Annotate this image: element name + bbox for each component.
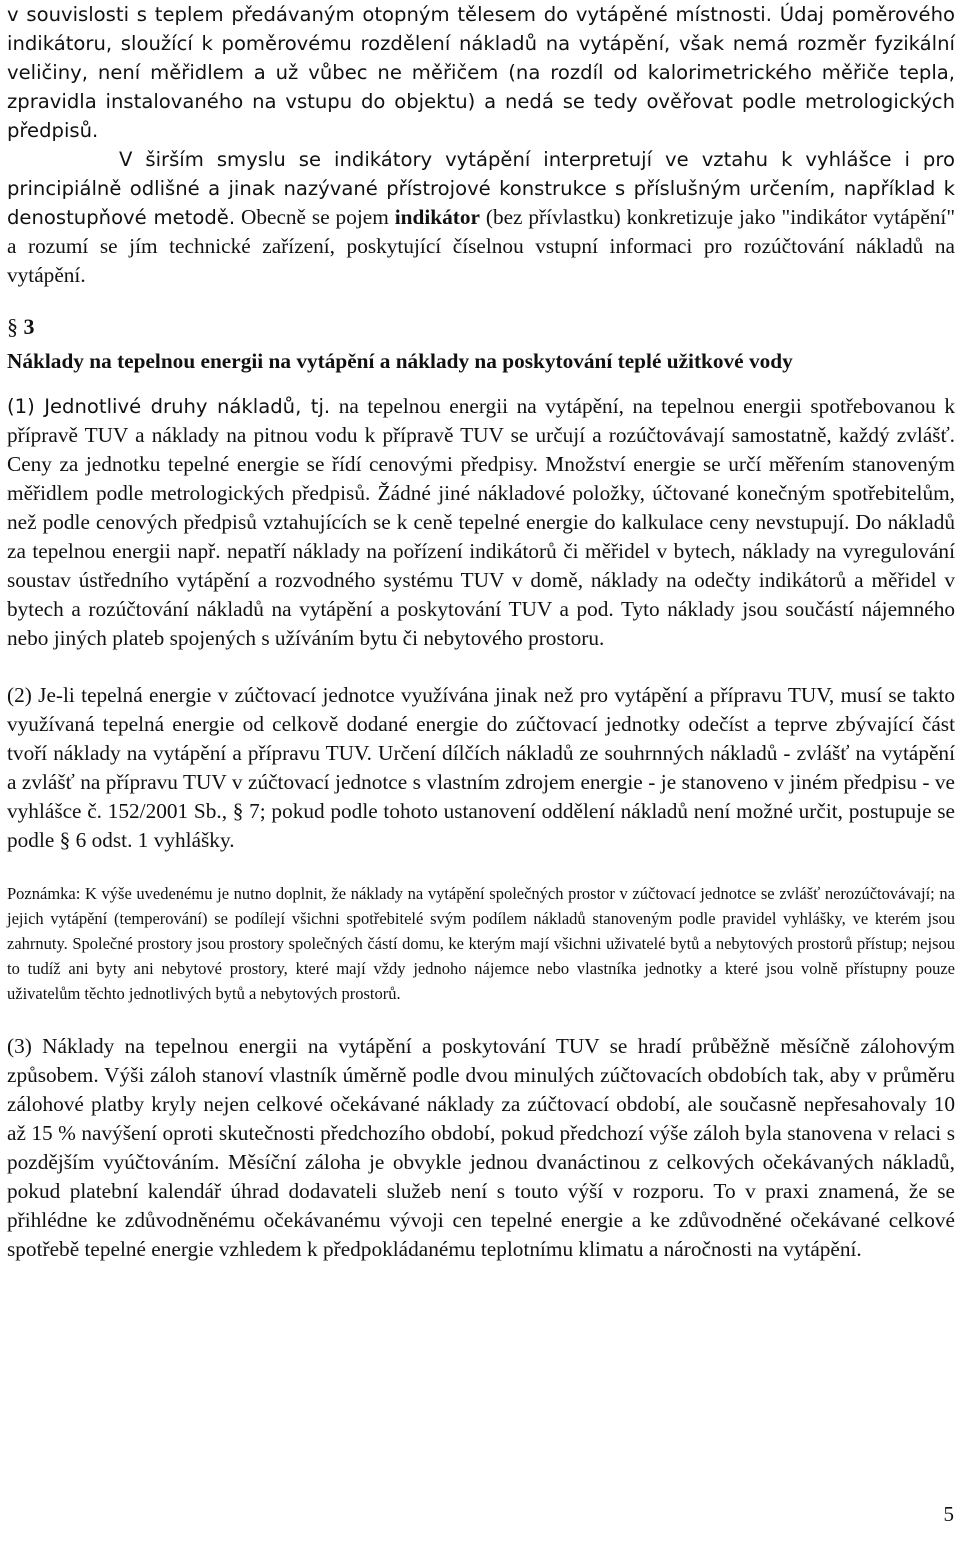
intro-paragraph-2 [7,145,955,290]
section-number [7,312,955,341]
section-symbol: § [7,314,18,339]
intro-paragraph-2-pre: Obecně se pojem [240,205,389,229]
page-number: 5 [943,1502,954,1526]
section-number-value: 3 [23,314,35,339]
intro-paragraph-2-sans: V širším smyslu se indikátory vytápění interpretují ve vztahu k vyhlášce i pro principiálně odlišné a jinak nazývané přístrojové konstrukce s příslušným určením, například k denostupňové metodě. [7,148,955,229]
note-paragraph: Poznámka: K výše uvedenému je nutno doplnit, že náklady na vytápění společných prostor v zúčtovací jednotce se zvlášť nerozúčtovávají; na jejich vytápění (temperování) se podílejí všichni spotřebitelé svým podílem nákladů stanoveným podle pravidel vyhlášky, ve kterém jsou zahrnuty. Společné prostory jsou prostory společných částí domu, ke kterým mají všichni uživatelé bytů a nebytových prostorů přístup; nejsou to tudíž ani byty ani nebytové prostory, které mají vždy jednoho nájemce nebo vlastníka jednotky a které jsou volně přístupny pouze uživatelům těchto jednotlivých bytů a nebytových prostorů. [7,884,955,1003]
document-page [7,0,955,1264]
intro-paragraph-2-post: (bez přívlastku) konkretizuje jako "indikátor vytápění" a rozumí se jím technické zařízení, poskytující číselnou vstupní informaci pro rozúčtování nákladů na vytápění. [7,205,956,287]
paragraph-1 [7,392,955,653]
section-title: Náklady na tepelnou energii na vytápění a náklady na poskytování teplé užitkové vody [7,349,793,373]
paragraph-1-lead: (1) Jednotlivé druhy nákladů, tj. [7,395,331,418]
paragraph-1-body: na tepelnou energii na vytápění, na tepelnou energii spotřebovanou k přípravě TUV a náklady na pitnou vodu k přípravě TUV se určují a rozúčtovávají samostatně, každý zvlášť. Ceny za jednotku tepelné energie se řídí cenovými předpisy. Množství energie se určí měřením stanoveným měřidlem podle metrologických předpisů. Žádné jiné nákladové položky, účtované konečným spotřebitelům, než podle cenových předpisů vztahujících se k ceně tepelné energie do kalkulace ceny nevstupují. Do nákladů za tepelnou energii např. nepatří náklady na pořízení indikátorů či měřidel v bytech, náklady na vyregulování soustav ústředního vytápění a rozvodného systému TUV v domě, náklady na odečty indikátorů a měřidel v bytech a rozúčtování nákladů na vytápění a poskytování TUV a pod. Tyto náklady jsou součástí nájemného nebo jiných plateb spojených s užíváním bytu či nebytového prostoru. [7,394,955,650]
paragraph-2: (2) Je-li tepelná energie v zúčtovací jednotce využívána jinak než pro vytápění a přípravu TUV, musí se takto využívaná tepelná energie od celkově dodané energie do zúčtovací jednotky odečíst a teprve zbývající část tvoří náklady na vytápění a přípravu TUV. Určení dílčích nákladů ze souhrnných nákladů - zvlášť na vytápění a zvlášť na přípravu TUV v zúčtovací jednotce s vlastním zdrojem energie - je stanoveno v jiném předpisu - ve vyhlášce č. 152/2001 Sb., § 7; pokud podle tohoto ustanovení oddělení nákladů není možné určit, postupuje se podle § 6 odst. 1 vyhlášky. [7,683,955,852]
paragraph-3: (3) Náklady na tepelnou energii na vytápění a poskytování TUV se hradí průběžně měsíčně zálohovým způsobem. Výši záloh stanoví vlastník úměrně podle dvou minulých zúčtovacích obdobích tak, aby v průměru zálohové platby kryly nejen celkové očekávané náklady za zúčtovací období, ale současně nepřesahovaly 10 až 15 % navýšení oproti skutečnosti předchozího období, pokud předchozí výše záloh byla stanovena v relaci s pozdějším vyúčtováním. Měsíční záloha je obvykle jednou dvanáctinou z celkových očekávaných nákladů, pokud platební kalendář úhrad dodavateli služeb není s touto výší v rozporu. To v praxi znamená, že se přihlédne ke zdůvodněnému očekávanému vývoji cen tepelné energie a ke zdůvodněné očekávané celkové spotřebě tepelné energie vzhledem k předpokládanému teplotnímu klimatu a náročnosti na vytápění. [7,1034,955,1261]
intro-paragraph-1: v souvislosti s teplem předávaným otopným tělesem do vytápěné místnosti. Údaj poměrového indikátoru, sloužící k poměrovému rozdělení nákladů na vytápění, však nemá rozměr fyzikální veličiny, není měřidlem a už vůbec ne měřičem (na rozdíl od kalorimetrického měřiče tepla, zpravidla instalovaného na vstupu do objektu) a nedá se tedy ověřovat podle metrologických předpisů. [7,3,955,142]
term-indikator: indikátor [394,205,480,229]
